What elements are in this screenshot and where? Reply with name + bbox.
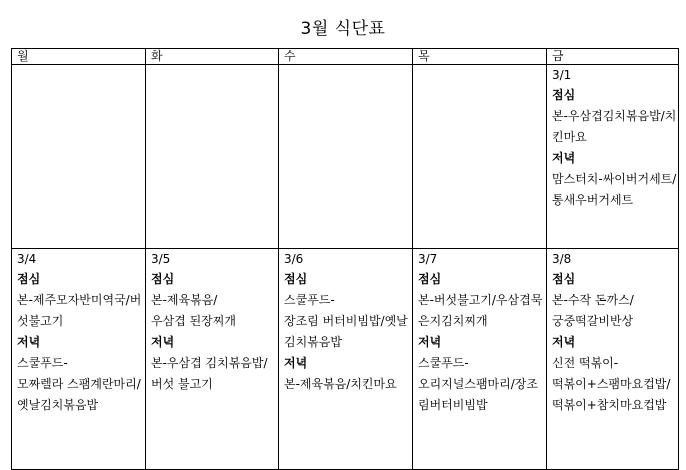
day-date: 3/5: [151, 252, 171, 266]
day-cell-thu: [413, 249, 547, 470]
header-thu: 목: [413, 49, 547, 65]
header-tue: 화: [146, 49, 279, 65]
header-fri: 금: [547, 49, 679, 65]
dinner-item: 스쿨푸드-: [17, 356, 68, 370]
dinner-item: 본-제육볶음/치킨마요: [284, 377, 397, 391]
day-cell-mon: [12, 249, 146, 470]
dinner-label: 저녁: [284, 356, 308, 370]
day-cell-fri: [547, 65, 679, 249]
lunch-label: 점심: [17, 272, 41, 286]
dinner-item: 모짜렐라 스팸계란마리/옛날김치볶음밥: [17, 377, 141, 412]
day-cell-tue: [146, 249, 279, 470]
dinner-label: 저녁: [418, 335, 442, 349]
day-cell-tue: [146, 65, 279, 249]
lunch-item: 궁중떡갈비반상: [552, 314, 634, 328]
lunch-item: 본-버섯불고기/우삼겹묵은지김치찌개: [418, 293, 543, 328]
page-title: 3월 식단표: [300, 19, 386, 39]
dinner-item: 맘스터치-싸이버거세트/통새우버거세트: [552, 172, 677, 207]
lunch-item: 본-수작 돈까스/: [552, 293, 634, 307]
week-row: [12, 65, 679, 249]
day-cell-wed: [279, 249, 413, 470]
lunch-label: 점심: [552, 88, 576, 102]
day-cell-thu: [413, 65, 547, 249]
dinner-item: 신전 떡볶이-: [552, 356, 619, 370]
dinner-label: 저녁: [17, 335, 41, 349]
dinner-item: 오리지널스팸마리/장조림버터비빔밥: [418, 377, 538, 412]
lunch-item: 본-제육볶음/: [151, 293, 218, 307]
dinner-label: 저녁: [552, 151, 576, 165]
day-date: 3/8: [552, 252, 572, 266]
lunch-label: 점심: [284, 272, 308, 286]
day-date: 3/1: [552, 68, 572, 82]
dinner-item: 스쿨푸드-: [418, 356, 469, 370]
day-date: 3/6: [284, 252, 304, 266]
day-cell-fri: [547, 249, 679, 470]
week-row: [12, 249, 679, 470]
dinner-item: 본-우삼겹 김치볶음밥/버섯 불고기: [151, 356, 268, 391]
menu-table: [11, 48, 679, 470]
dinner-label: 저녁: [151, 335, 175, 349]
day-date: 3/7: [418, 252, 438, 266]
header-wed: 수: [279, 49, 413, 65]
dinner-label: 저녁: [552, 335, 576, 349]
day-cell-wed: [279, 65, 413, 249]
lunch-label: 점심: [151, 272, 175, 286]
lunch-item: 우삼겹 된장찌개: [151, 314, 236, 328]
lunch-item: 장조림 버터비빔밥/옛날김치볶음밥: [284, 314, 408, 349]
lunch-item: 본-우삼겹김치볶음밥/치킨마요: [552, 109, 677, 144]
lunch-item: 본-제주모자반미역국/버섯불고기: [17, 293, 142, 328]
lunch-label: 점심: [552, 272, 576, 286]
dinner-item: 떡볶이+스팸마요컵밥/떡볶이+참치마요컵밥: [552, 377, 671, 412]
day-cell-mon: [12, 65, 146, 249]
lunch-label: 점심: [418, 272, 442, 286]
header-row: [12, 49, 679, 65]
header-mon: 월: [12, 49, 146, 65]
lunch-item: 스쿨푸드-: [284, 293, 335, 307]
day-date: 3/4: [17, 252, 37, 266]
